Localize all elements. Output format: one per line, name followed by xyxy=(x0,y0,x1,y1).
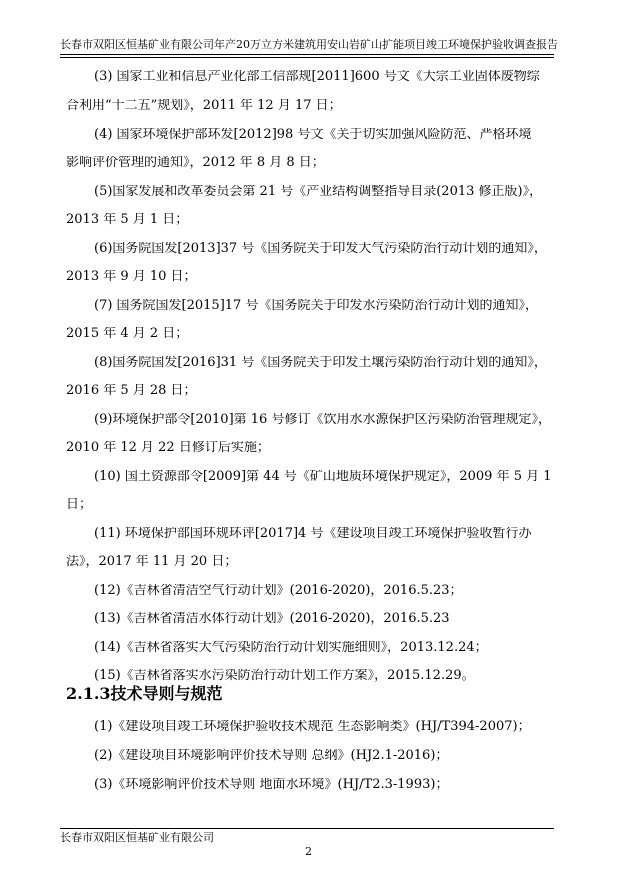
body-line: 2015 年 4 月 2 日； xyxy=(66,327,189,341)
body-line: 合利用“十二五”规划》，2011 年 12 月 17 日； xyxy=(66,99,342,113)
body-line: (5)国家发展和改革委员会第 21 号《产业结构调整指导目录(2013 修正版)》， xyxy=(94,185,543,199)
body-line: (6)国务院国发[2013]37 号《国务院关于印发大气污染防治行动计划的通知》， xyxy=(94,242,547,256)
standard-item: (3)《环境影响评价技术导则 地面水环境》(HJ/T2.3-1993)； xyxy=(94,778,449,792)
body-line: 2016 年 5 月 28 日； xyxy=(66,384,197,398)
body-line: 法》，2017 年 11 月 20 日； xyxy=(66,555,238,569)
body-line: (11) 环境保护部国环规环评[2017]4 号《建设项目竣工环境保护验收暂行办 xyxy=(94,527,532,541)
section-heading: 2.1.3技术导则与规范 xyxy=(66,684,223,703)
header-rule xyxy=(60,57,554,58)
footer-rule xyxy=(60,828,554,829)
footer-company: 长春市双阳区恒基矿业有限公司 xyxy=(60,831,214,844)
body-line: (10) 国土资源部令[2009]第 44 号《矿山地质环境保护规定》，2009 年 5 月 1 xyxy=(94,470,552,484)
standard-item: (1)《建设项目竣工环境保护验收技术规范 生态影响类》(HJ/T394-2007)； xyxy=(94,720,531,734)
header-rule xyxy=(60,54,554,55)
body-line: (9)环境保护部令[2010]第 16 号修订《饮用水水源保护区污染防治管理规定》， xyxy=(94,413,551,427)
body-line: (15)《吉林省落实水污染防治行动计划工作方案》，2015.12.29。 xyxy=(94,669,475,683)
body-line: (12)《吉林省清洁空气行动计划》(2016-2020)，2016.5.23； xyxy=(94,584,463,598)
body-line: 2013 年 9 月 10 日； xyxy=(66,270,197,284)
body-line: (7) 国务院国发[2015]17 号《国务院关于印发水污染防治行动计划的通知》， xyxy=(94,299,538,313)
body-line: 2013 年 5 月 1 日； xyxy=(66,213,189,227)
standard-item: (2)《建设项目环境影响评价技术导则 总纲》(HJ2.1-2016)； xyxy=(94,749,449,763)
body-line: (14)《吉林省落实大气污染防治行动计划实施细则》，2013.12.24； xyxy=(94,641,488,655)
body-line: (4) 国家环境保护部环发[2012]98 号文《关于切实加强风险防范、严格环境 xyxy=(94,128,532,142)
page-number: 2 xyxy=(305,845,312,858)
body-line: (13)《吉林省清洁水体行动计划》(2016-2020)，2016.5.23 xyxy=(94,612,450,626)
page-header: 长春市双阳区恒基矿业有限公司年产20万立方米建筑用安山岩矿山扩能项目竣工环境保护验收调查报告 xyxy=(60,38,558,51)
body-line: (8)国务院国发[2016]31 号《国务院关于印发土壤污染防治行动计划的通知》， xyxy=(94,356,547,370)
body-line: 影响评价管理的通知》，2012 年 8 月 8 日； xyxy=(66,156,325,170)
body-line: (3) 国家工业和信息产业化部工信部规[2011]600 号文《大宗工业固体废物综 xyxy=(94,70,540,84)
body-line: 2010 年 12 月 22 日修订后实施； xyxy=(66,441,270,455)
body-line: 日； xyxy=(66,498,93,512)
